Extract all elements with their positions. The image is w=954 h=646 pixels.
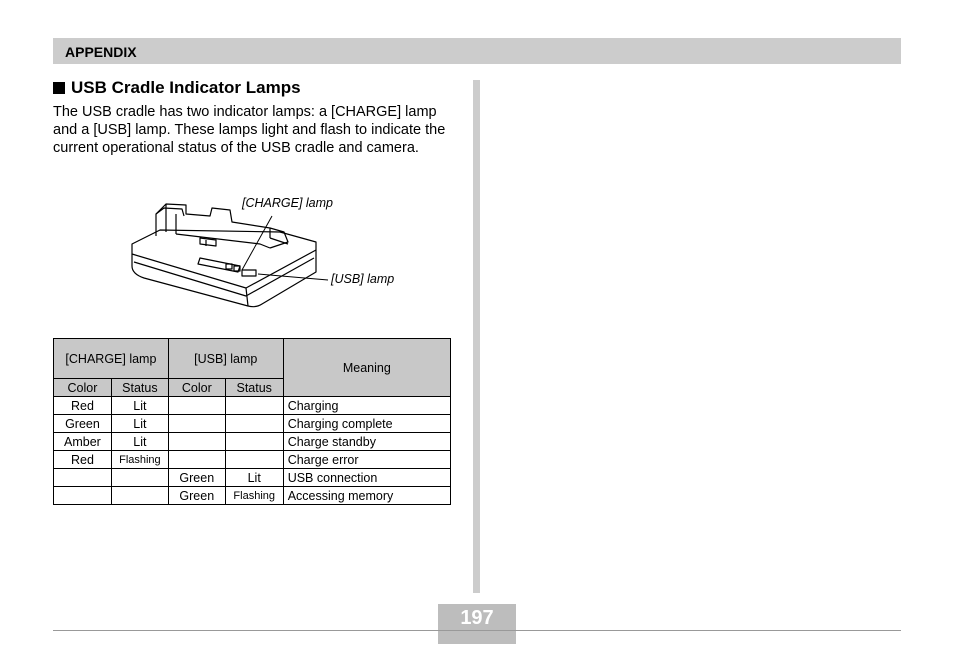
section-title [53, 78, 301, 98]
indicator-lamp-table [53, 338, 451, 505]
cell-usb-color: Green [168, 487, 225, 505]
cell-meaning: Charging complete [283, 415, 450, 433]
cell-usb-color: Green [168, 469, 225, 487]
cell-charge-status: Lit [111, 397, 168, 415]
table-row [54, 469, 451, 487]
square-bullet-icon [53, 82, 65, 94]
cell-meaning: Charge standby [283, 433, 450, 451]
subheader-usb-status: Status [225, 379, 283, 397]
cell-charge-color: Red [54, 397, 112, 415]
table-row [54, 397, 451, 415]
cell-charge-status: Lit [111, 433, 168, 451]
cell-usb-status [225, 415, 283, 433]
page-number: 197 [460, 607, 494, 629]
cell-usb-status [225, 397, 283, 415]
header-charge-lamp: [CHARGE] lamp [54, 339, 169, 379]
header-meaning: Meaning [283, 339, 450, 397]
cell-charge-color: Green [54, 415, 112, 433]
subheader-charge-color: Color [54, 379, 112, 397]
cell-meaning: Charge error [283, 451, 450, 469]
column-divider [473, 80, 480, 593]
cell-usb-color [168, 451, 225, 469]
header-bar [53, 38, 901, 64]
cell-charge-color: Amber [54, 433, 112, 451]
cell-charge-color [54, 469, 112, 487]
cell-usb-color [168, 415, 225, 433]
cell-charge-status [111, 487, 168, 505]
cell-charge-color [54, 487, 112, 505]
header-usb-lamp: [USB] lamp [168, 339, 283, 379]
cell-charge-status: Lit [111, 415, 168, 433]
cell-usb-status [225, 433, 283, 451]
usb-lamp-callout: [USB] lamp [331, 272, 395, 286]
usb-leader-line [258, 274, 328, 280]
cell-usb-status [225, 451, 283, 469]
table-row [54, 451, 451, 469]
header-section-label: APPENDIX [65, 44, 137, 60]
subheader-charge-status: Status [111, 379, 168, 397]
table-row [54, 433, 451, 451]
cell-charge-status [111, 469, 168, 487]
page-number-box [438, 604, 516, 644]
cell-usb-status: Lit [225, 469, 283, 487]
table-row [54, 487, 451, 505]
subheader-usb-color: Color [168, 379, 225, 397]
table-row [54, 415, 451, 433]
usb-cradle-illustration [120, 192, 420, 317]
cell-usb-color [168, 433, 225, 451]
cell-charge-color: Red [54, 451, 112, 469]
section-title-text: USB Cradle Indicator Lamps [71, 78, 301, 97]
cell-charge-status: Flashing [111, 451, 168, 469]
footer-divider [53, 630, 901, 631]
cell-usb-color [168, 397, 225, 415]
charge-lamp-callout: [CHARGE] lamp [242, 196, 333, 210]
cell-meaning: Accessing memory [283, 487, 450, 505]
cell-meaning: USB connection [283, 469, 450, 487]
cell-meaning: Charging [283, 397, 450, 415]
cell-usb-status: Flashing [225, 487, 283, 505]
intro-paragraph: The USB cradle has two indicator lamps: a [CHARGE] lamp and a [USB] lamp. These lamps light and flash to indicate the current operational status of the USB cradle and camera. [53, 104, 446, 156]
